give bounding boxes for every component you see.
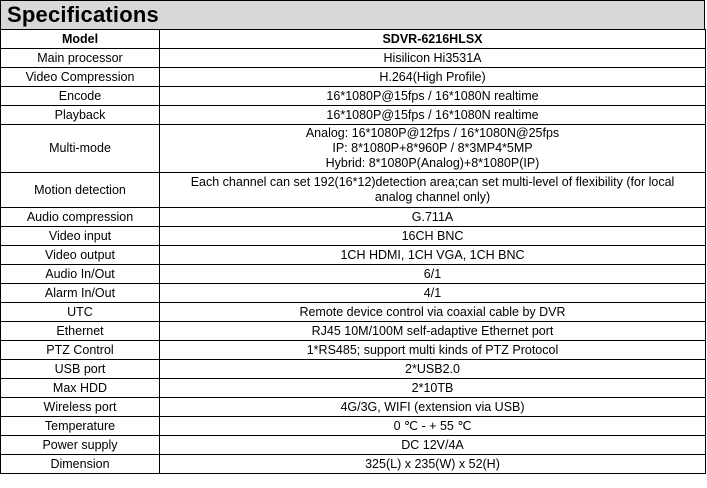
- row-value: 2*USB2.0: [160, 360, 706, 379]
- page-title: Specifications: [7, 2, 159, 27]
- spec-table: [0, 29, 706, 474]
- row-value: 325(L) x 235(W) x 52(H): [160, 455, 706, 474]
- row-value: [160, 125, 706, 173]
- row-value: G.711A: [160, 208, 706, 227]
- row-value-line: Hybrid: 8*1080P(Analog)+8*1080P(IP): [325, 156, 540, 170]
- table-row: [1, 30, 706, 49]
- row-value-line: Analog: 16*1080P@12fps / 16*1080N@25fps: [305, 126, 560, 140]
- row-label: Audio In/Out: [1, 265, 160, 284]
- row-label: Alarm In/Out: [1, 284, 160, 303]
- row-label: Video Compression: [1, 68, 160, 87]
- row-value: 16*1080P@15fps / 16*1080N realtime: [160, 87, 706, 106]
- table-row: [1, 106, 706, 125]
- row-value: [160, 173, 706, 208]
- table-row: [1, 125, 706, 173]
- row-label: Multi-mode: [1, 125, 160, 173]
- table-row: [1, 436, 706, 455]
- row-value: 4/1: [160, 284, 706, 303]
- table-row: [1, 227, 706, 246]
- table-row: [1, 208, 706, 227]
- row-label: UTC: [1, 303, 160, 322]
- row-value: DC 12V/4A: [160, 436, 706, 455]
- row-value: 1CH HDMI, 1CH VGA, 1CH BNC: [160, 246, 706, 265]
- row-label: Ethernet: [1, 322, 160, 341]
- title-bar: [0, 0, 705, 29]
- row-value-line: IP: 8*1080P+8*960P / 8*3MP4*5MP: [332, 141, 533, 155]
- table-row: [1, 303, 706, 322]
- table-row: [1, 341, 706, 360]
- row-label: Audio compression: [1, 208, 160, 227]
- table-row: [1, 246, 706, 265]
- table-row: [1, 360, 706, 379]
- row-label: Video input: [1, 227, 160, 246]
- row-value: Remote device control via coaxial cable by DVR: [160, 303, 706, 322]
- row-value: 6/1: [160, 265, 706, 284]
- row-value: H.264(High Profile): [160, 68, 706, 87]
- row-label: Max HDD: [1, 379, 160, 398]
- row-value: 0 ℃ - + 55 ℃: [160, 417, 706, 436]
- table-row: [1, 284, 706, 303]
- row-label: Power supply: [1, 436, 160, 455]
- row-label: Wireless port: [1, 398, 160, 417]
- row-label: USB port: [1, 360, 160, 379]
- row-value: 4G/3G, WIFI (extension via USB): [160, 398, 706, 417]
- table-row: [1, 173, 706, 208]
- row-label: Model: [1, 30, 160, 49]
- row-value: Hisilicon Hi3531A: [160, 49, 706, 68]
- row-label: Main processor: [1, 49, 160, 68]
- row-label: Temperature: [1, 417, 160, 436]
- row-label: PTZ Control: [1, 341, 160, 360]
- row-value: 2*10TB: [160, 379, 706, 398]
- row-value-line: analog channel only): [374, 190, 491, 204]
- row-value: 16CH BNC: [160, 227, 706, 246]
- row-value-line: Each channel can set 192(16*12)detection area;can set multi-level of flexibility (for local: [190, 175, 675, 189]
- row-value: SDVR-6216HLSX: [160, 30, 706, 49]
- table-row: [1, 398, 706, 417]
- table-row: [1, 322, 706, 341]
- table-row: [1, 265, 706, 284]
- table-row: [1, 379, 706, 398]
- table-row: [1, 87, 706, 106]
- row-value: RJ45 10M/100M self-adaptive Ethernet port: [160, 322, 706, 341]
- row-label: Video output: [1, 246, 160, 265]
- table-row: [1, 417, 706, 436]
- table-row: [1, 49, 706, 68]
- row-label: Dimension: [1, 455, 160, 474]
- row-label: Motion detection: [1, 173, 160, 208]
- row-value: 1*RS485; support multi kinds of PTZ Protocol: [160, 341, 706, 360]
- row-label: Encode: [1, 87, 160, 106]
- table-row: [1, 455, 706, 474]
- row-value: 16*1080P@15fps / 16*1080N realtime: [160, 106, 706, 125]
- row-label: Playback: [1, 106, 160, 125]
- table-row: [1, 68, 706, 87]
